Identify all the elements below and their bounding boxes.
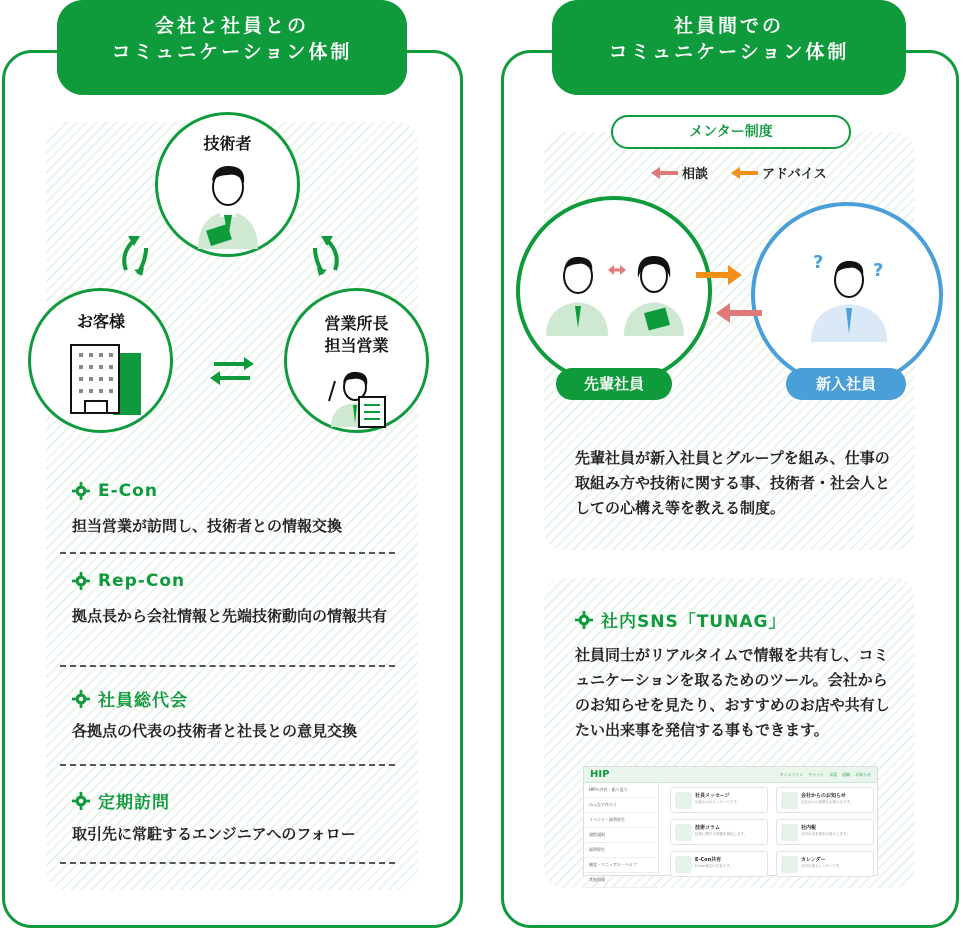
card-icon [781, 824, 798, 841]
sns-title-text: 社内SNS「TUNAG」 [601, 612, 787, 632]
sns-card[interactable] [776, 851, 874, 877]
senior-circle [516, 196, 712, 386]
card-icon [675, 824, 692, 841]
card-desc: 社内行事カレンダーです。 [801, 864, 843, 868]
item-desc-econ: 担当営業が訪問し、技術者との情報交換 [72, 517, 343, 535]
item-title-regular-visit [72, 788, 170, 813]
building-icon [65, 337, 147, 419]
sns-description: 社員同士がリアルタイムで情報を共有し、コミュニケーションを取るためのツール。会社からのお知らせを見たり、おすすめのお店や共有したい出来事を発信する事もできます。 [575, 646, 890, 739]
sns-sidebar-item[interactable]: 規程規則 [584, 828, 658, 843]
sns-card[interactable] [776, 787, 874, 813]
legend-advice [730, 163, 827, 182]
card-icon [675, 792, 692, 809]
senior-employees-icon [542, 244, 692, 336]
sns-logo: HIP [590, 769, 610, 780]
sns-sidebar-item[interactable]: イベント・福利厚生 [584, 813, 658, 828]
sns-nav-item[interactable]: 組織 [842, 771, 851, 777]
item-title-text: Rep-Con [98, 571, 186, 591]
engineer-label: 技術者 [203, 134, 252, 153]
svg-text:?: ? [873, 260, 884, 281]
sns-card[interactable] [776, 819, 874, 845]
title-line-2: コミュニケーション体制 [608, 41, 850, 63]
title-line-2: コミュニケーション体制 [111, 41, 353, 63]
sns-sidebar [584, 783, 659, 882]
pink-arrow-icon [650, 166, 680, 180]
item-title-text: 定期訪問 [98, 793, 170, 813]
sales-label-line-2: 担当営業 [324, 336, 389, 355]
sns-card[interactable] [670, 787, 768, 813]
exchange-arrow-icon [208, 354, 256, 388]
senior-employee-label: 先輩社員 [556, 368, 672, 400]
title-line-1: 社員間での [673, 15, 784, 37]
mentor-system-label: メンター制度 [611, 115, 851, 149]
title-line-1: 会社と社員との [154, 15, 309, 37]
sns-sidebar-item[interactable]: 制度・マニュアル・ヘルプ [584, 858, 658, 873]
sns-nav [779, 772, 871, 778]
engineer-icon [192, 157, 264, 249]
gear-icon [72, 792, 90, 810]
sns-nav-item[interactable]: タイムライン [779, 771, 804, 777]
sns-screenshot [583, 766, 878, 882]
card-title: 会社からのお知らせ [801, 793, 846, 799]
legend-consult [650, 163, 708, 182]
item-title-text: 社員総代会 [98, 691, 188, 711]
engineer-circle [155, 112, 300, 257]
card-icon [781, 792, 798, 809]
sales-circle [284, 288, 429, 433]
sns-sidebar-item[interactable]: みんなで作ろう [584, 798, 658, 813]
new-employee-icon [805, 246, 895, 342]
gear-icon [72, 690, 90, 708]
sns-card[interactable] [670, 851, 768, 877]
gear-icon [72, 482, 90, 500]
sales-label [287, 313, 426, 357]
item-desc-regular-visit: 取引先に常駐するエンジニアへのフォロー [72, 825, 356, 843]
card-icon [675, 856, 692, 873]
card-icon [781, 856, 798, 873]
item-title-repcon [72, 571, 185, 591]
item-desc-repcon: 拠点長から会社情報と先端技術動向の情報共有 [72, 607, 388, 625]
card-desc: 社長からのメッセージです。 [695, 800, 741, 804]
item-title-econ [72, 481, 158, 501]
customer-label: お客様 [76, 312, 125, 331]
new-employee-label: 新入社員 [786, 368, 906, 400]
legend-advice-text: アドバイス [762, 167, 827, 182]
sns-nav-item[interactable]: お知らせ [855, 771, 871, 777]
sns-nav-item[interactable]: チャット [808, 771, 825, 777]
sns-sidebar-item[interactable]: 福利厚生 [584, 843, 658, 858]
gear-icon [72, 572, 90, 590]
svg-text:?: ? [813, 252, 824, 273]
sns-header [584, 767, 877, 783]
sales-person-icon [323, 367, 393, 427]
newbie-circle [751, 202, 943, 388]
mentor-description: 先輩社員が新入社員とグループを組み、仕事の取組み方や技術に関する事、技術者・社会人としての心構え等を教える制度。 [575, 449, 891, 517]
card-desc: E-Con報告の共有です。 [695, 864, 733, 868]
company-communication-title [57, 0, 407, 95]
divider [60, 552, 395, 554]
item-desc-representative-meeting: 各拠点の代表の技術者と社長との意見交換 [72, 722, 358, 740]
customer-circle [28, 288, 173, 433]
card-desc: 技術に関する情報を発信します。 [695, 832, 748, 836]
legend-consult-text: 相談 [682, 167, 709, 182]
sns-card[interactable] [670, 819, 768, 845]
divider [60, 862, 395, 864]
orange-arrow-icon [730, 166, 760, 180]
sales-label-line-1: 営業所長 [324, 314, 389, 333]
exchange-arrow-icon [305, 230, 345, 280]
item-title-text: E-Con [98, 481, 158, 501]
consult-arrow-icon [714, 302, 764, 324]
sns-sidebar-item[interactable]: 其他情報 [584, 873, 658, 888]
employee-communication-title [552, 0, 906, 95]
sns-nav-item[interactable]: 承認 [829, 771, 838, 777]
card-title: 技術コラム [695, 825, 720, 831]
sns-sidebar-item[interactable]: HIPの共有・振り返り [584, 783, 658, 798]
divider [60, 665, 395, 667]
item-title-representative-meeting [72, 686, 188, 711]
advice-arrow-icon [694, 264, 744, 286]
card-title: 社長メッセージ [695, 793, 730, 799]
sns-title [575, 607, 786, 632]
gear-icon [575, 611, 593, 629]
card-title: 社内報 [801, 825, 817, 831]
card-title: カレンダー [801, 857, 826, 863]
exchange-arrow-icon [116, 230, 156, 280]
divider [60, 764, 395, 766]
card-desc: 社内の出来事をお届けします。 [801, 832, 850, 836]
card-title: E-Con共有 [695, 857, 722, 863]
card-desc: 会社からの重要なお知らせです。 [801, 800, 854, 804]
